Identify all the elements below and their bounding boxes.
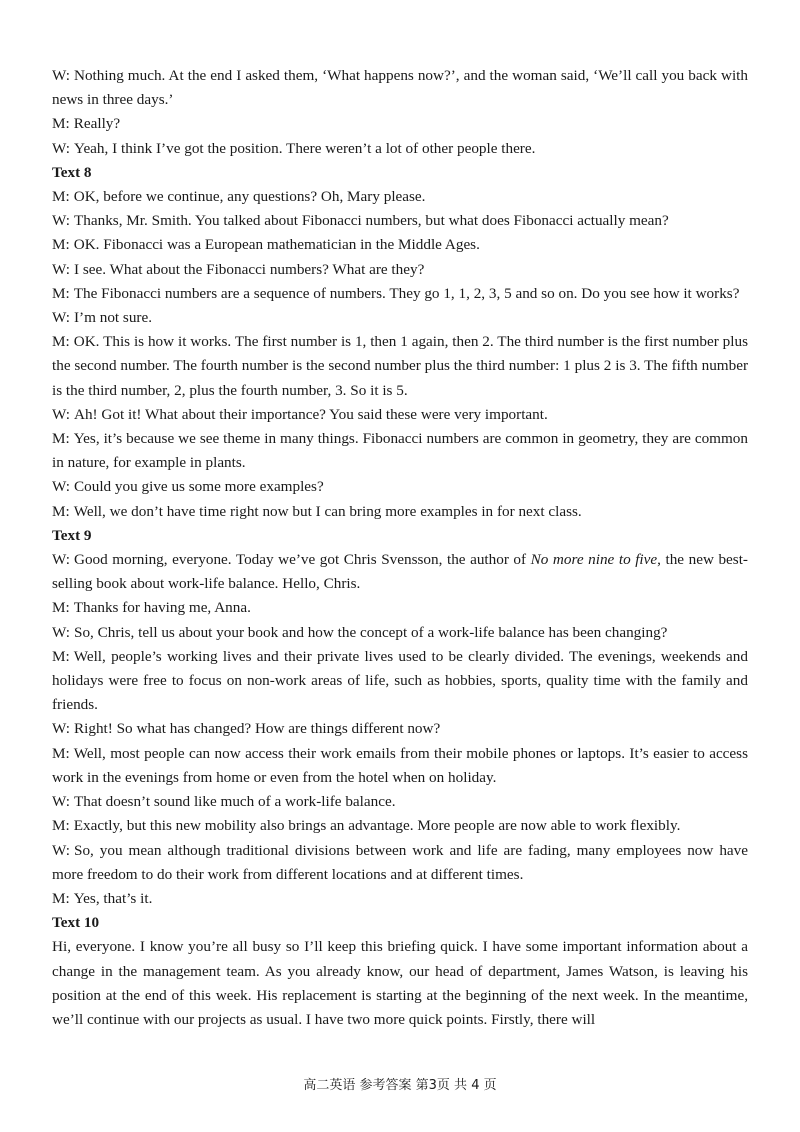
dialog-text: Good morning, everyone. Today we’ve got Chris Svensson, the author of	[74, 551, 531, 569]
dialog-line	[52, 330, 748, 403]
dialog-line	[52, 475, 748, 499]
dialog-text: I’m not sure.	[74, 309, 153, 327]
dialog-text: Really?	[73, 115, 121, 133]
speaker-label: W:	[52, 139, 70, 157]
dialog-text: I see. What about the Fibonacci numbers? What are they?	[74, 260, 425, 278]
dialog-line	[52, 233, 748, 257]
dialog-line	[52, 596, 748, 620]
speaker-label: M:	[52, 236, 70, 254]
speaker-label: W:	[52, 793, 70, 811]
dialog-line	[52, 500, 748, 524]
dialog-text: Yes, it’s because we see theme in many things. Fibonacci numbers are common in geometry, they are common in nature, for example in plants.	[52, 430, 748, 472]
speaker-label: M:	[52, 333, 70, 351]
speaker-label: W:	[52, 309, 70, 327]
dialog-line	[52, 209, 748, 233]
dialog-text: Ah! Got it! What about their importance? You said these were very important.	[74, 405, 548, 423]
speaker-label: M:	[52, 115, 70, 133]
speaker-label: W:	[52, 841, 70, 859]
dialog-text: Yeah, I think I’ve got the position. There weren’t a lot of other people there.	[74, 139, 536, 157]
dialog-text: So, Chris, tell us about your book and how the concept of a work-life balance has been changing?	[74, 623, 668, 641]
dialog-text: Could you give us some more examples?	[74, 478, 324, 496]
dialog-line	[52, 814, 748, 838]
dialog-line	[52, 790, 748, 814]
dialog-text: Exactly, but this new mobility also brings an advantage. More people are now able to work flexibly.	[73, 817, 681, 835]
dialog-line	[52, 621, 748, 645]
speaker-label: M:	[52, 817, 70, 835]
dialog-line	[52, 548, 748, 596]
dialog-text: Well, people’s working lives and their private lives used to be clearly divided. The evenings, weekends and holidays were free to focus on non-work areas of life, such as hobbies, sports, quality time with the family and friends.	[52, 647, 748, 714]
section-heading: Text 8	[52, 163, 92, 181]
dialog-line	[52, 403, 748, 427]
dialog-line	[52, 282, 748, 306]
dialog-line	[52, 185, 748, 209]
dialog-line	[52, 645, 748, 718]
dialog-line	[52, 306, 748, 330]
speaker-label: W:	[52, 405, 70, 423]
dialog-text: OK, before we continue, any questions? Oh, Mary please.	[73, 188, 426, 206]
page-footer: 高二英语 参考答案 第3页 共 4 页	[303, 1078, 497, 1093]
speaker-label: M:	[52, 188, 70, 206]
speaker-label: M:	[52, 744, 70, 762]
dialog-text: Yes, that’s it.	[73, 889, 153, 907]
dialog-line	[52, 839, 748, 887]
dialog-text: Well, most people can now access their work emails from their mobile phones or laptops. It’s easier to access work in the evenings from home or even from the hotel when on holiday.	[52, 744, 748, 786]
speaker-label: W:	[52, 720, 70, 738]
dialog-text: Right! So what has changed? How are things different now?	[74, 720, 441, 738]
dialog-line	[52, 742, 748, 790]
speaker-label: W:	[52, 623, 70, 641]
speaker-label: M:	[52, 599, 70, 617]
dialog-line	[52, 258, 748, 282]
dialog-text: Nothing much. At the end I asked them, ‘What happens now?’, and the woman said, ‘We’ll call you back with news in three days.’	[52, 67, 748, 109]
dialog-line	[52, 64, 748, 112]
book-title: No more nine to five	[530, 551, 658, 569]
speaker-label: W:	[52, 478, 70, 496]
dialog-text: Thanks, Mr. Smith. You talked about Fibonacci numbers, but what does Fibonacci actually mean?	[74, 212, 669, 230]
speaker-label: W:	[52, 551, 70, 569]
dialog-line	[52, 137, 748, 161]
dialog-text: That doesn’t sound like much of a work-life balance.	[74, 793, 396, 811]
speaker-label: M:	[52, 502, 70, 520]
dialog-line	[52, 717, 748, 741]
dialog-text: So, you mean although traditional divisions between work and life are fading, many employees now have more freedom to do their work from different locations and at different times.	[52, 841, 748, 883]
section-heading: Text 9	[52, 526, 92, 544]
speaker-label: M:	[52, 284, 70, 302]
dialog-line	[52, 887, 748, 911]
dialog-line	[52, 427, 748, 475]
speaker-label: M:	[52, 889, 70, 907]
dialog-text: , the new best-selling book about work-life balance. Hello, Chris.	[52, 551, 748, 593]
dialog-text: Well, we don’t have time right now but I can bring more examples in for next class.	[73, 502, 582, 520]
dialog-text: The Fibonacci numbers are a sequence of numbers. They go 1, 1, 2, 3, 5 and so on. Do you see how it works?	[73, 284, 740, 302]
dialog-text: OK. Fibonacci was a European mathematician in the Middle Ages.	[73, 236, 480, 254]
section-heading: Text 10	[52, 914, 100, 932]
paragraph: Hi, everyone. I know you’re all busy so I’ll keep this briefing quick. I have some important information about a change in the management team. As you already know, our head of department, James Watson, is leaving his position at the end of this week. His replacement is starting at the beginning of the next week. In the meantime, we’ll continue with our projects as usual. I have two more quick points. Firstly, there will	[52, 938, 748, 1028]
dialog-text: OK. This is how it works. The first number is 1, then 1 again, then 2. The third number is the first number plus the second number. The fourth number is the second number plus the third number: 1 plus 2 is 3. The fifth number is the third number, 2, plus the fourth number, 3. So it is 5.	[52, 333, 748, 399]
speaker-label: M:	[52, 647, 70, 665]
dialog-line	[52, 112, 748, 136]
speaker-label: W:	[52, 212, 70, 230]
dialog-text: Thanks for having me, Anna.	[73, 599, 251, 617]
speaker-label: M:	[52, 430, 70, 448]
document-body	[52, 64, 748, 1032]
speaker-label: W:	[52, 260, 70, 278]
speaker-label: W:	[52, 67, 70, 84]
